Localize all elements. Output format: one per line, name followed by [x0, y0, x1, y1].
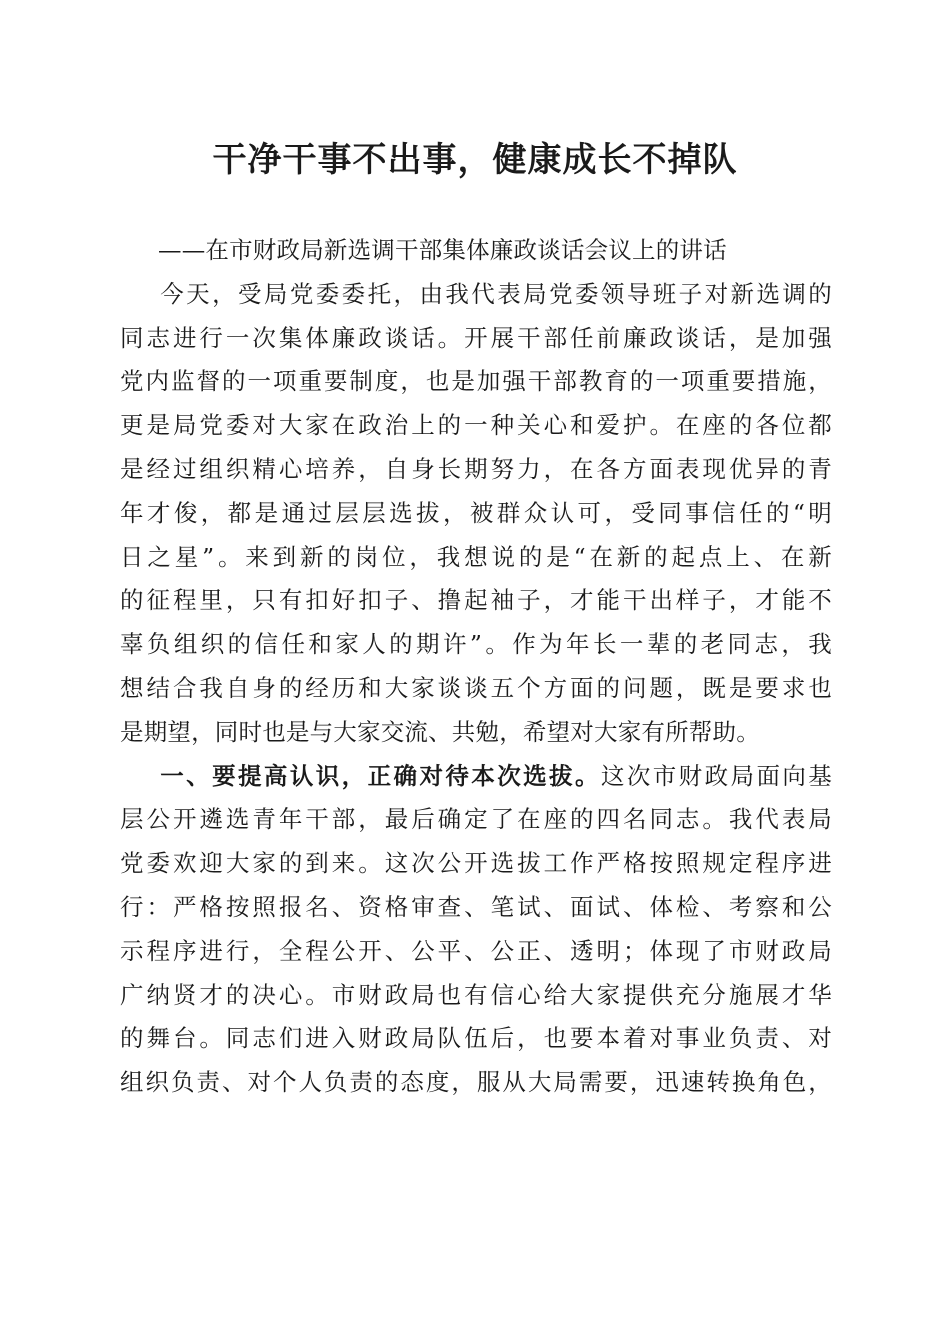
paragraph-line: 年才俊，都是通过层层选拔，被群众认可，受同事信任的“明 — [120, 498, 832, 527]
paragraph-line: 辜负组织的信任和家人的期许”。作为年长一辈的老同志，我 — [120, 630, 832, 659]
paragraph-line: 想结合我自身的经历和大家谈谈五个方面的问题，既是要求也 — [120, 673, 832, 702]
document-subtitle: ——在市财政局新选调干部集体廉政谈话会议上的讲话 — [158, 236, 727, 264]
paragraph-line: 组织负责、对个人负责的态度，服从大局需要，迅速转换角色， — [120, 1068, 832, 1097]
section-1-first-line — [120, 755, 832, 799]
section-1-heading: 一、要提高认识，正确对待本次选拔。 — [158, 761, 601, 790]
section-1-text-start: 这次市财政局面向基 — [600, 761, 832, 790]
section-1 — [120, 755, 832, 1105]
paragraph-line: 党委欢迎大家的到来。这次公开选拔工作严格按照规定程序进 — [120, 849, 832, 878]
paragraph-intro — [120, 273, 832, 755]
paragraph-line: 党内监督的一项重要制度，也是加强干部教育的一项重要措施， — [120, 367, 832, 396]
paragraph-line: 的征程里，只有扣好扣子、撸起袖子，才能干出样子，才能不 — [120, 586, 832, 615]
document-body — [120, 229, 832, 1105]
paragraph-line: 是期望，同时也是与大家交流、共勉，希望对大家有所帮助。 — [120, 717, 760, 746]
paragraph-line: 行：严格按照报名、资格审查、笔试、面试、体检、考察和公 — [120, 892, 832, 921]
paragraph-line: 是经过组织精心培养，自身长期努力，在各方面表现优异的青 — [120, 454, 832, 483]
paragraph-line: 示程序进行，全程公开、公平、公正、透明；体现了市财政局 — [120, 936, 832, 965]
document-title: 干净干事不出事，健康成长不掉队 — [212, 140, 738, 180]
paragraph-line: 同志进行一次集体廉政谈话。开展干部任前廉政谈话，是加强 — [120, 323, 832, 352]
paragraph-line: 层公开遴选青年干部，最后确定了在座的四名同志。我代表局 — [120, 805, 832, 834]
paragraph-line: 日之星”。来到新的岗位，我想说的是“在新的起点上、在新 — [120, 542, 832, 571]
paragraph-line: 今天，受局党委委托，由我代表局党委领导班子对新选调的 — [158, 279, 832, 308]
paragraph-line: 广纳贤才的决心。市财政局也有信心给大家提供充分施展才华 — [120, 980, 832, 1009]
paragraph-line: 更是局党委对大家在政治上的一种关心和爱护。在座的各位都 — [120, 411, 832, 440]
paragraph-line: 的舞台。同志们进入财政局队伍后，也要本着对事业负责、对 — [120, 1024, 832, 1053]
